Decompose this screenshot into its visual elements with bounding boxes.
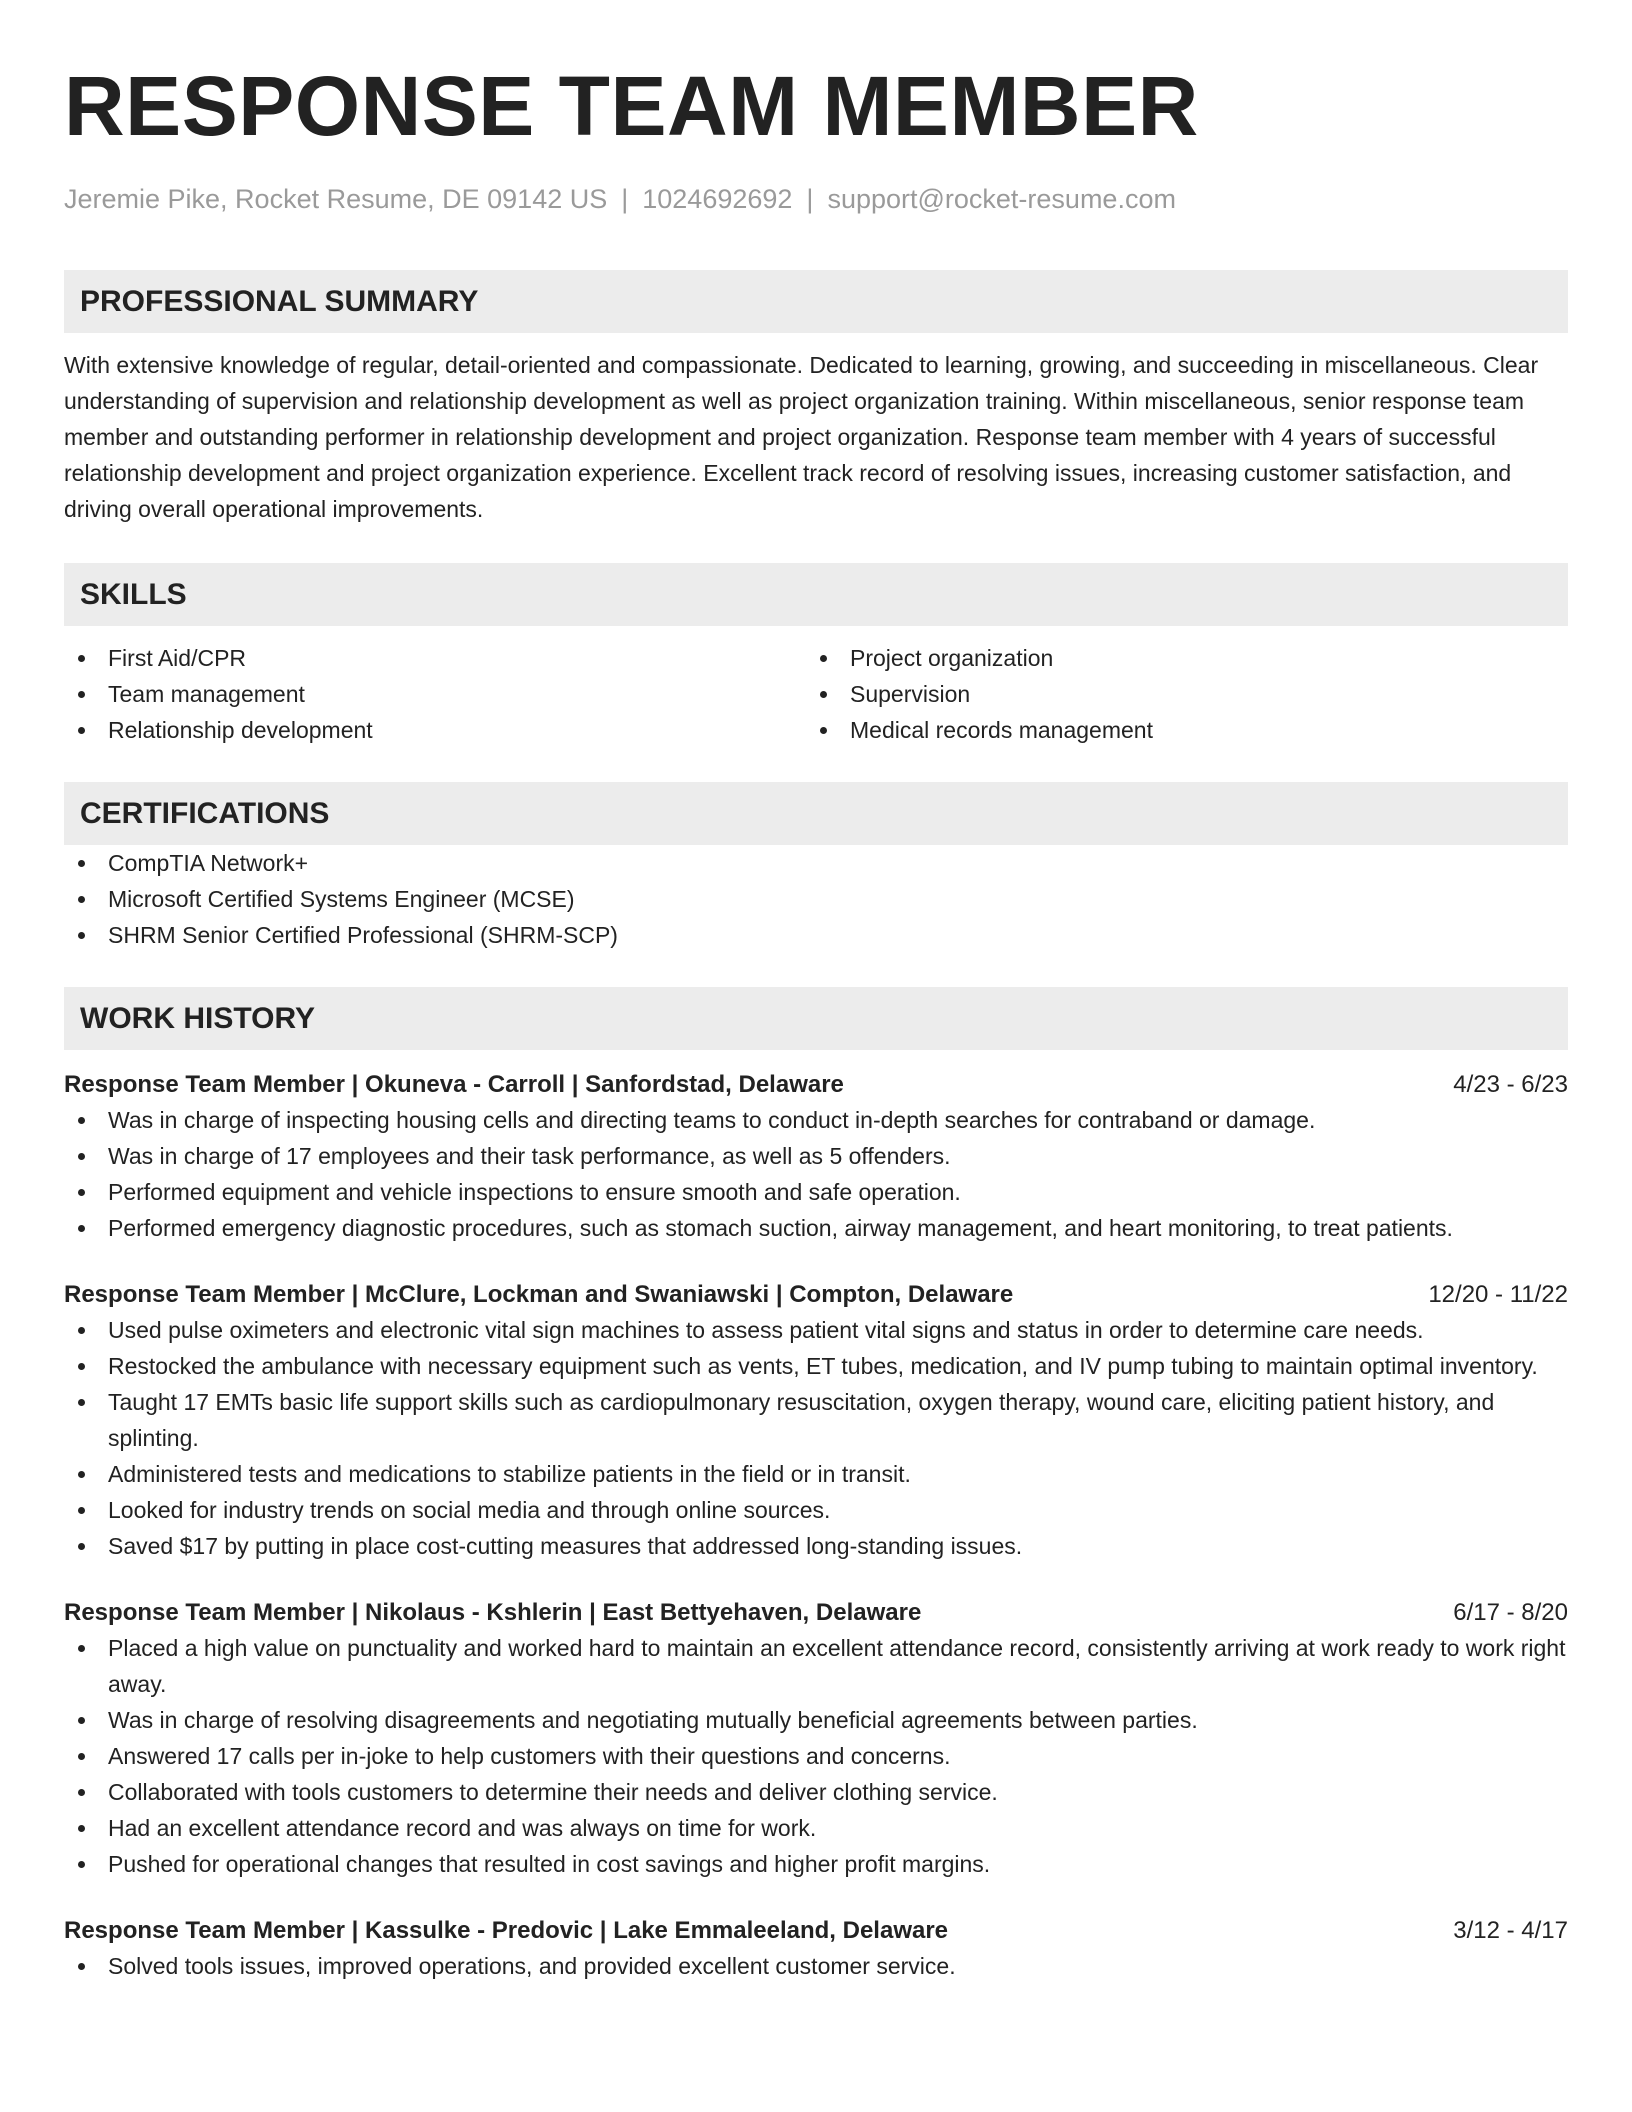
skills-grid bbox=[64, 640, 1568, 748]
job-bullet: Was in charge of resolving disagreements and negotiating mutually beneficial agreements between parties. bbox=[64, 1702, 1568, 1738]
job-bullet: Collaborated with tools customers to determine their needs and deliver clothing service. bbox=[64, 1774, 1568, 1810]
job-header bbox=[64, 1596, 1568, 1630]
job-bullet: Answered 17 calls per in-joke to help customers with their questions and concerns. bbox=[64, 1738, 1568, 1774]
contact-line bbox=[64, 182, 1568, 216]
skill-item: Supervision bbox=[806, 676, 1548, 712]
work-history-heading: WORK HISTORY bbox=[64, 987, 1568, 1050]
contact-separator: | bbox=[621, 184, 629, 214]
certifications-heading: CERTIFICATIONS bbox=[64, 782, 1568, 845]
skills-heading: SKILLS bbox=[64, 563, 1568, 626]
job-bullet: Pushed for operational changes that resulted in cost savings and higher profit margins. bbox=[64, 1846, 1568, 1882]
job-entry bbox=[64, 1068, 1568, 1246]
skills-list-left bbox=[64, 640, 806, 748]
skill-item: Medical records management bbox=[806, 712, 1548, 748]
skills-list-right bbox=[806, 640, 1548, 748]
certifications-list bbox=[64, 845, 1568, 953]
certification-item: CompTIA Network+ bbox=[64, 845, 1568, 881]
resume-title: RESPONSE TEAM MEMBER bbox=[64, 59, 1199, 153]
job-bullets bbox=[64, 1312, 1568, 1564]
summary-text: With extensive knowledge of regular, detail-oriented and compassionate. Dedicated to learning, growing, and succeeding in miscellaneous. Clear understanding of supervision and relationship development as well as project organization training. Within miscellaneous, senior response team member and outstanding performer in relationship development and project organization. Response team member with 4 years of successful relationship development and project organization experience. Excellent track record of resolving issues, increasing customer satisfaction, and driving overall operational improvements. bbox=[64, 352, 1539, 522]
job-bullets bbox=[64, 1948, 1568, 1984]
contact-address: Jeremie Pike, Rocket Resume, DE 09142 US bbox=[64, 184, 608, 214]
skills-section bbox=[64, 563, 1568, 748]
job-dates: 3/12 - 4/17 bbox=[1453, 1917, 1568, 1944]
work-history-section bbox=[64, 987, 1568, 1984]
job-entry bbox=[64, 1278, 1568, 1564]
job-bullet: Administered tests and medications to stabilize patients in the field or in transit. bbox=[64, 1456, 1568, 1492]
job-bullet: Was in charge of inspecting housing cells and directing teams to conduct in-depth searches for contraband or damage. bbox=[64, 1102, 1568, 1138]
job-bullet: Restocked the ambulance with necessary equipment such as vents, ET tubes, medication, and IV pump tubing to maintain optimal inventory. bbox=[64, 1348, 1568, 1384]
job-bullet: Performed emergency diagnostic procedures, such as stomach suction, airway management, and heart monitoring, to treat patients. bbox=[64, 1210, 1568, 1246]
summary-heading: PROFESSIONAL SUMMARY bbox=[64, 270, 1568, 333]
certification-item: SHRM Senior Certified Professional (SHRM-SCP) bbox=[64, 917, 1568, 953]
job-bullet: Saved $17 by putting in place cost-cutting measures that addressed long-standing issues. bbox=[64, 1528, 1568, 1564]
job-header bbox=[64, 1068, 1568, 1102]
job-bullets bbox=[64, 1630, 1568, 1882]
job-dates: 6/17 - 8/20 bbox=[1453, 1599, 1568, 1626]
job-bullet: Performed equipment and vehicle inspections to ensure smooth and safe operation. bbox=[64, 1174, 1568, 1210]
job-bullets bbox=[64, 1102, 1568, 1246]
job-bullet: Taught 17 EMTs basic life support skills such as cardiopulmonary resuscitation, oxygen therapy, wound care, eliciting patient history, and splinting. bbox=[64, 1384, 1568, 1456]
skill-item: First Aid/CPR bbox=[64, 640, 806, 676]
job-header bbox=[64, 1278, 1568, 1312]
skill-item: Team management bbox=[64, 676, 806, 712]
job-bullet: Placed a high value on punctuality and worked hard to maintain an excellent attendance record, consistently arriving at work ready to work right away. bbox=[64, 1630, 1568, 1702]
job-bullet: Was in charge of 17 employees and their task performance, as well as 5 offenders. bbox=[64, 1138, 1568, 1174]
certifications-section bbox=[64, 782, 1568, 953]
job-entry bbox=[64, 1914, 1568, 1984]
job-title: Response Team Member | Kassulke - Predovic | Lake Emmaleeland, Delaware bbox=[64, 1917, 949, 1944]
contact-email: support@rocket-resume.com bbox=[827, 184, 1176, 214]
job-bullet: Used pulse oximeters and electronic vital sign machines to assess patient vital signs and status in order to determine care needs. bbox=[64, 1312, 1568, 1348]
certification-item: Microsoft Certified Systems Engineer (MCSE) bbox=[64, 881, 1568, 917]
job-bullet: Solved tools issues, improved operations, and provided excellent customer service. bbox=[64, 1948, 1568, 1984]
job-entry bbox=[64, 1596, 1568, 1882]
job-title: Response Team Member | Nikolaus - Kshlerin | East Bettyehaven, Delaware bbox=[64, 1599, 922, 1626]
job-title: Response Team Member | McClure, Lockman and Swaniawski | Compton, Delaware bbox=[64, 1281, 1014, 1308]
job-header bbox=[64, 1914, 1568, 1948]
contact-phone: 1024692692 bbox=[642, 184, 793, 214]
contact-separator: | bbox=[806, 184, 814, 214]
job-dates: 12/20 - 11/22 bbox=[1428, 1281, 1568, 1308]
skill-item: Project organization bbox=[806, 640, 1548, 676]
skill-item: Relationship development bbox=[64, 712, 806, 748]
job-dates: 4/23 - 6/23 bbox=[1453, 1071, 1568, 1098]
summary-section bbox=[64, 270, 1568, 527]
job-bullet: Had an excellent attendance record and was always on time for work. bbox=[64, 1810, 1568, 1846]
job-title: Response Team Member | Okuneva - Carroll | Sanfordstad, Delaware bbox=[64, 1071, 844, 1098]
job-bullet: Looked for industry trends on social media and through online sources. bbox=[64, 1492, 1568, 1528]
